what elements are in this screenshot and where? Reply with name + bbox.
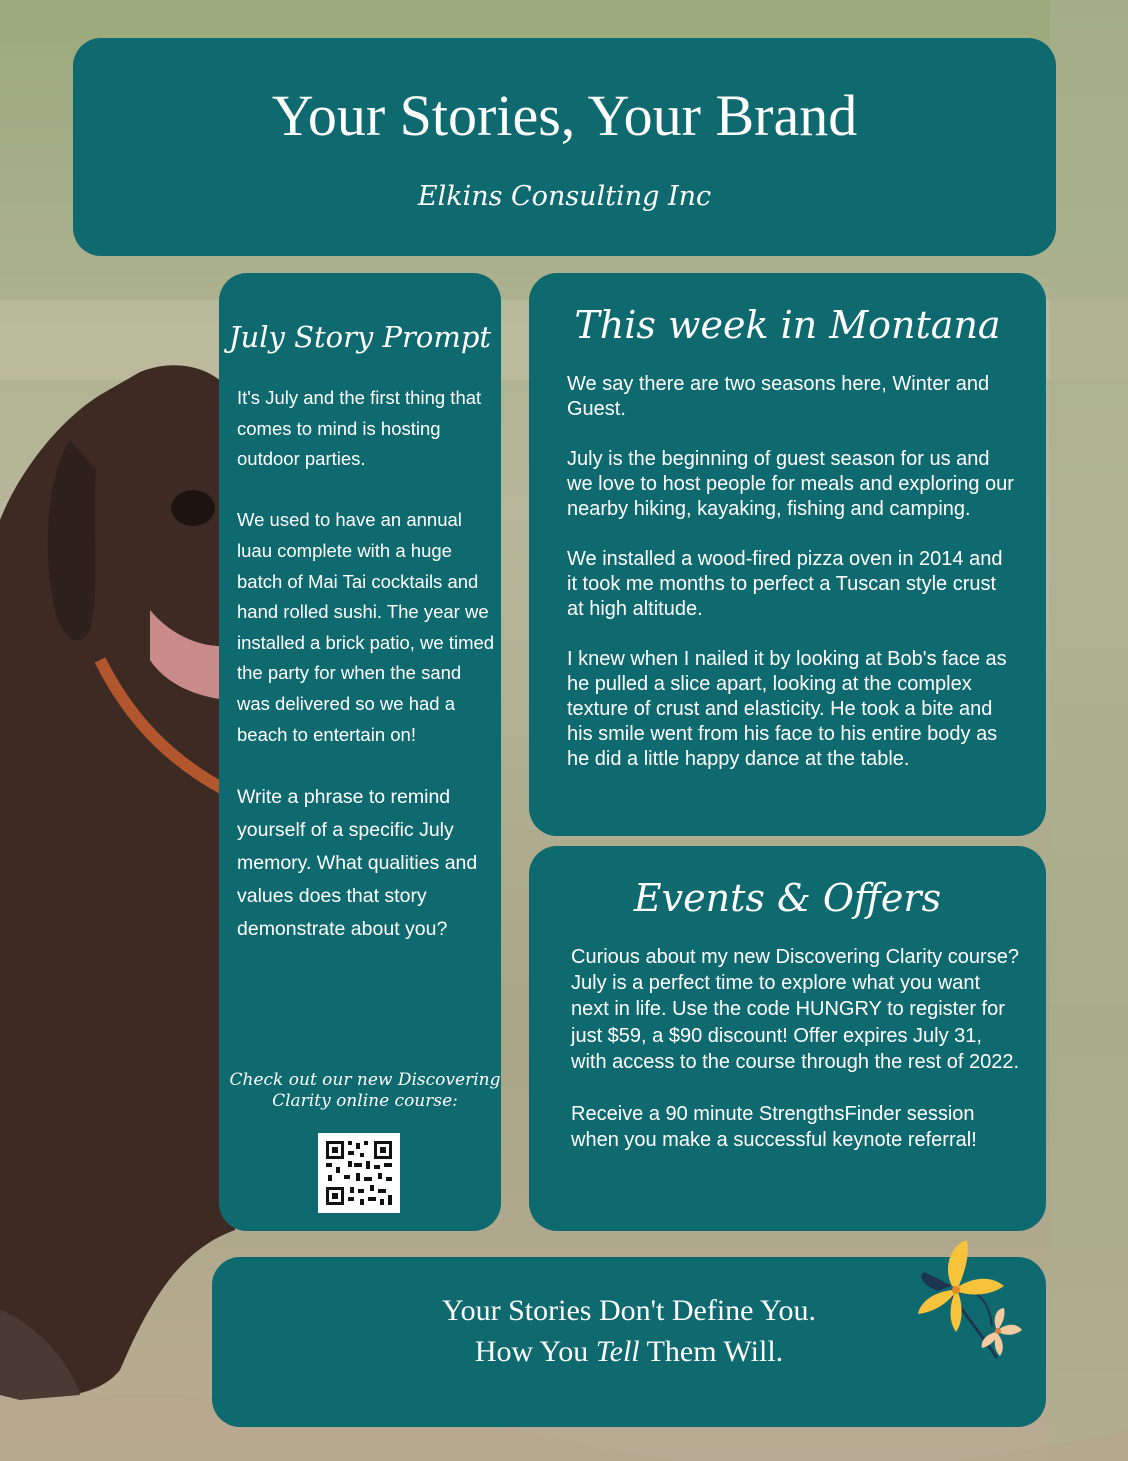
montana-paragraph: We installed a wood-fired pizza oven in 2014 and it took me months to perfect a Tuscan style crust at high altitude.: [567, 548, 1003, 620]
emphasis-word: Tell: [595, 1335, 640, 1368]
company-name: Elkins Consulting Inc: [417, 181, 712, 212]
page-title: Your Stories, Your Brand: [271, 83, 858, 148]
montana-heading: This week in Montana: [574, 303, 1001, 347]
story-prompt-paragraph: It's July and the first thing that comes to mind is hosting outdoor parties.: [237, 387, 482, 470]
dog-illustration: [0, 365, 237, 1400]
events-paragraph: Curious about my new Discovering Clarity course? July is a perfect time to explore what you want next in life. Use the code HUNGRY to register for just $59, a $90 discount! Offer expires July 31, with access to the course through the rest of 2022.: [571, 946, 1020, 1073]
story-prompt-paragraph: Write a phrase to remind yourself of a specific July memory. What qualities and values does that story demonstrate about you?: [237, 785, 478, 940]
events-heading: Events & Offers: [633, 876, 942, 920]
footer-quote-line-1: Your Stories Don't Define You.: [441, 1294, 817, 1327]
footer-quote-line-2: How You Tell Them Will.: [474, 1335, 784, 1368]
montana-body: [567, 372, 1017, 772]
montana-paragraph: July is the beginning of guest season for us and we love to host people for meals and exploring our nearby hiking, kayaking, fishing and camping.: [567, 448, 1014, 520]
story-prompt-paragraph: We used to have an annual luau complete with a huge batch of Mai Tai cocktails and hand rolled sushi. The year we installed a brick patio, we timed the party for when the sand was delivered so we had a beach to entertain on!: [237, 509, 495, 745]
course-callout: Check out our new Discovering Clarity online course:: [229, 1070, 501, 1111]
story-prompt-body: [237, 383, 499, 946]
lily-flower-icon: [912, 1236, 1034, 1361]
montana-paragraph: I knew when I nailed it by looking at Bob's face as he pulled a slice apart, looking at the complex texture of crust and elasticity. He took a bite and his smile went from his face to his entire body as he did a little happy dance at the table.: [567, 648, 1007, 770]
qr-code-icon[interactable]: [318, 1133, 400, 1213]
story-prompt-heading: July Story Prompt: [228, 320, 492, 354]
events-body: [571, 944, 1021, 1154]
montana-paragraph: We say there are two seasons here, Winter and Guest.: [567, 373, 990, 420]
events-paragraph: Receive a 90 minute StrengthsFinder session when you make a successful keynote referral!: [571, 1103, 977, 1152]
